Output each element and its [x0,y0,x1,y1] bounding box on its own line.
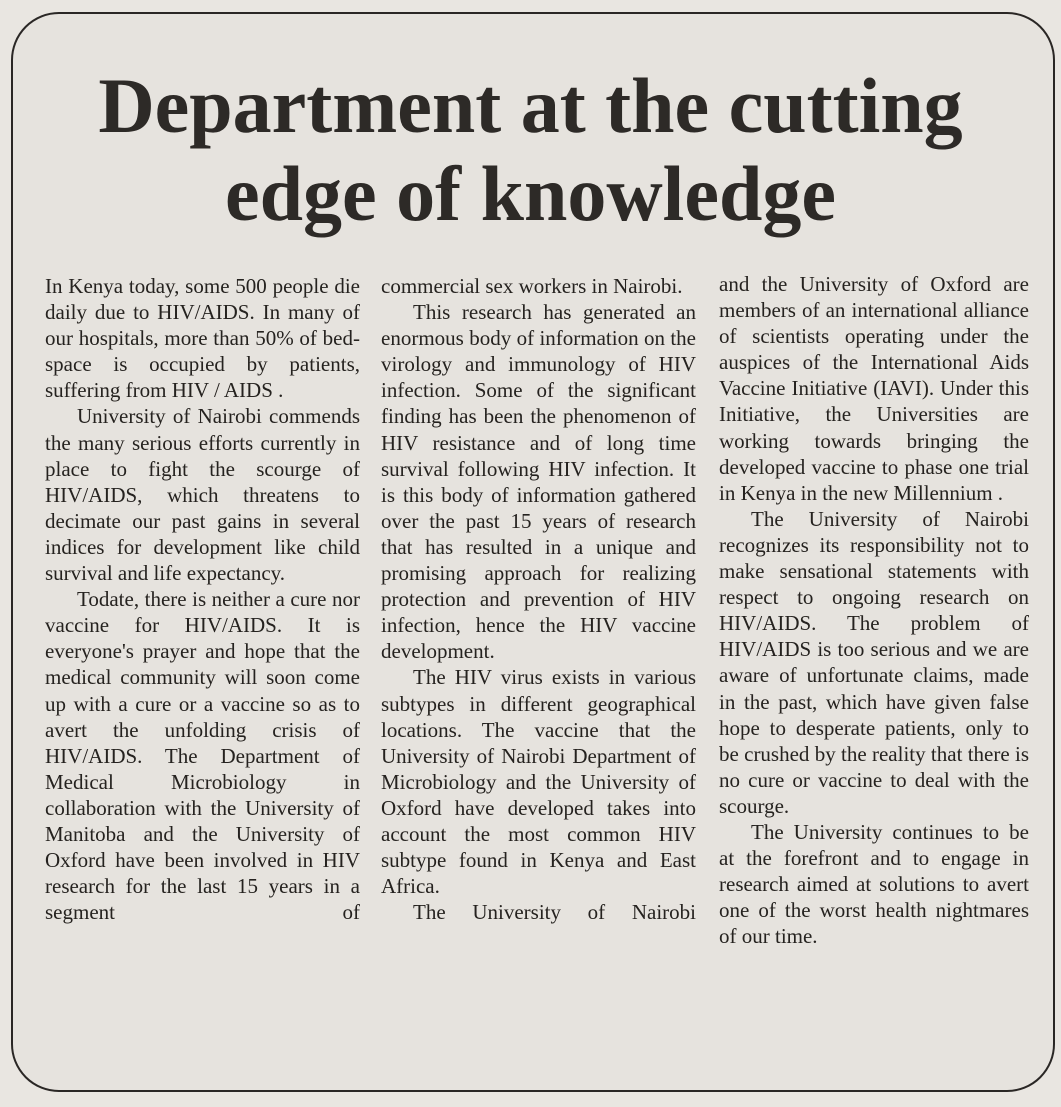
paragraph: The University of Nairobi recognizes its responsibility not to make sensational statements with respect to ongoing research on HIV/AIDS. The problem of HIV/AIDS is too serious and we are aware of unfortunate claims, made in the past, which have given false hope to desperate patients, only to be crushed by the reality that there is no cure or vaccine to deal with the scourge. [719,506,1029,818]
paragraph: and the University of Oxford are members of an international alliance of scientists operating under the auspices of the International Aids Vaccine Initiative (IAVI). Under this Initiative, the Universities are working towards bringing the developed vaccine to phase one trial in Kenya in the new Millennium . [719,272,1029,505]
headline [0,62,1061,238]
paragraph: In Kenya today, some 500 people die daily due to HIV/AIDS. In many of our hospitals, more than 50% of bed-space is occupied by patients, suffering from HIV / AIDS . [45,274,360,403]
article-column-1 [45,273,360,925]
article-column-3 [719,271,1029,949]
paragraph: The University continues to be at the forefront and to engage in research aimed at solutions to avert one of the worst health nightmares of our time. [719,819,1029,949]
paragraph: Todate, there is neither a cure nor vaccine for HIV/AIDS. It is everyone's prayer and hope that the medical community will soon come up with a cure or a vaccine so as to avert the unfolding crisis of HIV/AIDS. The Department of Medical Microbiology in collaboration with the University of Manitoba and the University of Oxford have been involved in HIV research for the last 15 years in a segment of [45,587,360,925]
paragraph: The University of Nairobi [413,900,696,925]
headline-line-1: Department at the cutting [98,62,963,149]
paragraph: commercial sex workers in Nairobi. [381,274,683,298]
headline-line-2: edge of knowledge [225,150,836,237]
paragraph: University of Nairobi commends the many serious efforts currently in place to fight the scourge of HIV/AIDS, which threatens to decimate our past gains in several indices for development like child survival and life expectancy. [45,404,360,586]
article-column-2 [381,273,696,925]
paragraph: The HIV virus exists in various subtypes in different geographical locations. The vaccine that the University of Nairobi Department of Microbiology and the University of Oxford have developed takes into account the most common HIV subtype found in Kenya and East Africa. [381,665,696,899]
paragraph: This research has generated an enormous body of information on the virology and immunology of HIV infection. Some of the significant finding has been the phenomenon of HIV resistance and of long time survival following HIV infection. It is this body of information gathered over the past 15 years of research that has resulted in a unique and promising approach for realizing protection and prevention of HIV infection, hence the HIV vaccine development. [381,300,696,664]
